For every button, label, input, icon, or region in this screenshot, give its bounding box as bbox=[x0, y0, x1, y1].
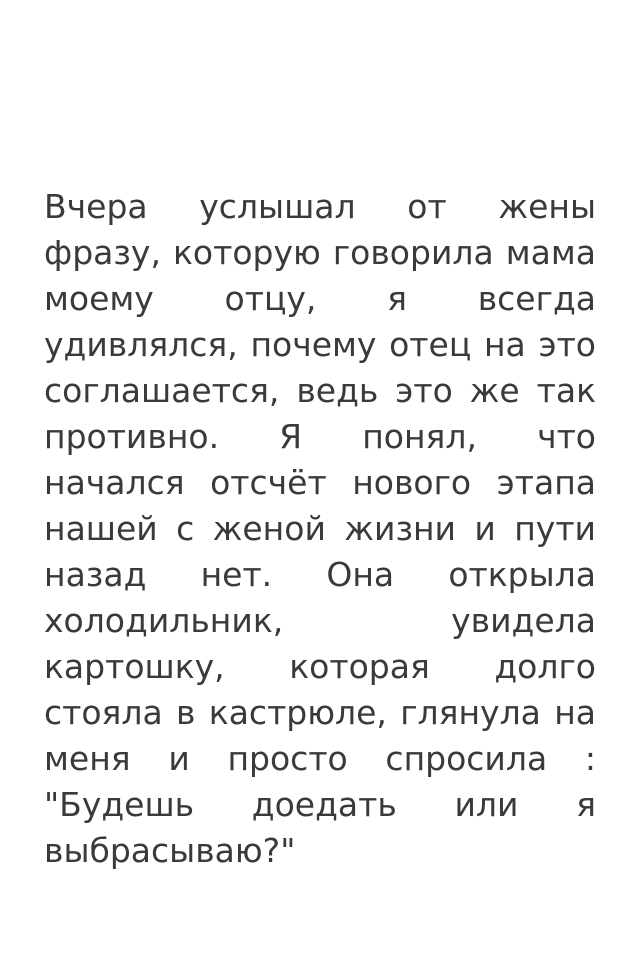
story-paragraph: Вчера услышал от жены фразу, которую говорила мама моему отцу, я всегда удивлялся, почему отец на это соглашается, ведь это же так противно. Я понял, что начался отсчёт нового этапа нашей с женой жизни и пути назад нет. Она открыла холодильник, увидела картошку, которая долго стояла в кастрюле, глянула на меня и просто спросила : "Будешь доедать или я выбрасываю?" bbox=[44, 187, 607, 870]
story-text-block bbox=[44, 92, 607, 966]
